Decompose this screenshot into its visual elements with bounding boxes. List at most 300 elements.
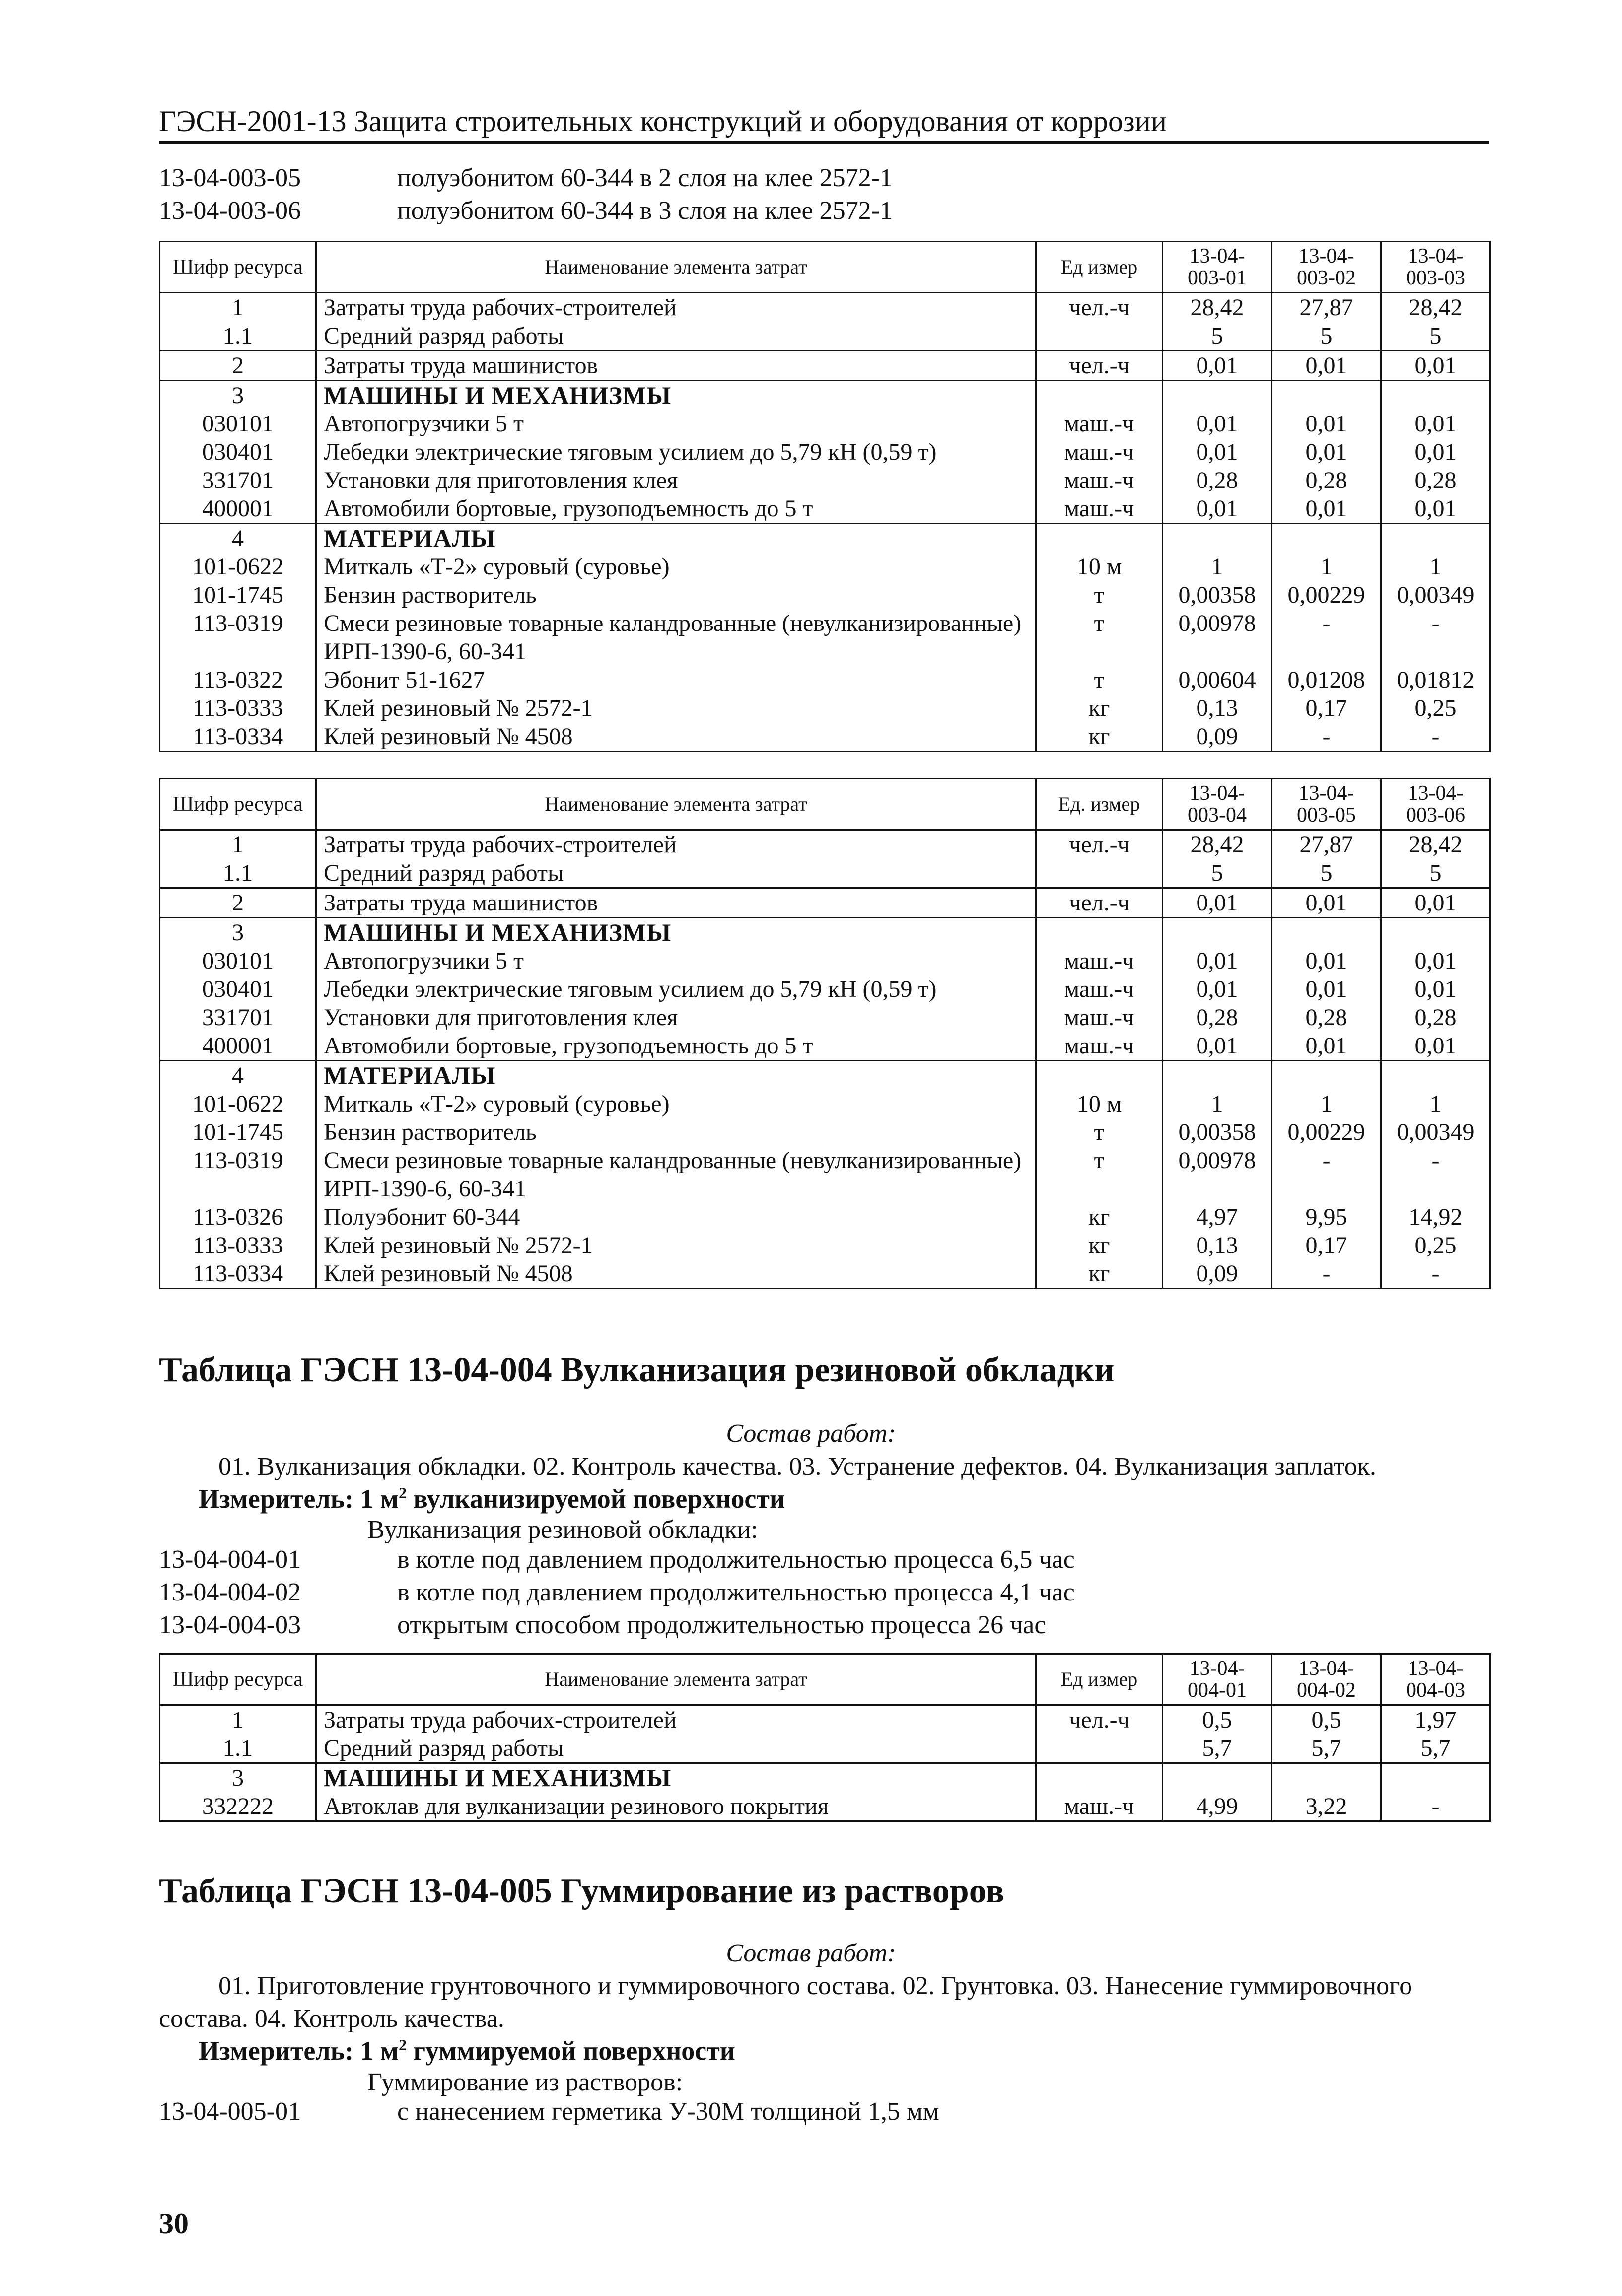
cell-name: Автопогрузчики 5 т [316, 410, 1036, 438]
cell-unit: кг [1036, 1259, 1163, 1289]
cell-v2: 0,28 [1272, 1003, 1381, 1032]
cell-code: 101-0622 [160, 1090, 316, 1118]
header-cell-code: Шифр ресурса [160, 242, 316, 293]
cell-name: Бензин растворитель [316, 1118, 1036, 1146]
cell-name: Клей резиновый № 2572-1 [316, 694, 1036, 722]
cell-v3 [1381, 1061, 1490, 1090]
cell-v2: 27,87 [1272, 830, 1381, 859]
header-cell-c2: 13-04- 003-02 [1272, 242, 1381, 293]
cell-v3: 1 [1381, 553, 1490, 581]
cell-code: 3 [160, 1763, 316, 1793]
cell-unit: чел.-ч [1036, 1705, 1163, 1735]
header-cell-c1: 13-04- 003-01 [1163, 242, 1272, 293]
cell-v1: 0,00604 [1163, 666, 1272, 694]
code-desc: в котле под давлением продолжительностью процесса 4,1 час [397, 1578, 1075, 1606]
cell-v1: 0,5 [1163, 1705, 1272, 1735]
cell-code: 1 [160, 830, 316, 859]
cell-v1: 0,00358 [1163, 1118, 1272, 1146]
cell-v3: 0,01 [1381, 438, 1490, 466]
section-title-13-04-004: Таблица ГЭСН 13-04-004 Вулканизация резиновой обкладки [159, 1351, 1115, 1389]
cell-code: 4 [160, 1061, 316, 1090]
cell-code: 1.1 [160, 859, 316, 888]
cell-v1: 0,01 [1163, 975, 1272, 1003]
cell-v3: - [1381, 1792, 1490, 1821]
cell-unit [1036, 322, 1163, 351]
cell-v1: 28,42 [1163, 293, 1272, 322]
cell-v2: 1 [1272, 553, 1381, 581]
table-row [160, 293, 1490, 322]
table-row [160, 524, 1490, 553]
table-row [160, 637, 1490, 666]
cell-code: 2 [160, 351, 316, 381]
cell-v2: 0,01 [1272, 494, 1381, 524]
cell-v2: 0,00229 [1272, 1118, 1381, 1146]
cell-unit [1036, 1734, 1163, 1763]
meter-sup: 2 [398, 1484, 407, 1502]
cell-name: Средний разряд работы [316, 859, 1036, 888]
sostav-text: 01. Вулканизация обкладки. 02. Контроль качества. 03. Устранение дефектов. 04. Вулканизация заплаток. [218, 1453, 1377, 1481]
cell-v2: 0,5 [1272, 1705, 1381, 1735]
cell-code: 113-0319 [160, 609, 316, 637]
meter-label: Измеритель: [199, 2036, 354, 2066]
cell-v1: 0,01 [1163, 947, 1272, 975]
cell-unit [1036, 859, 1163, 888]
resource-table-1 [159, 241, 1491, 752]
cell-unit: кг [1036, 1231, 1163, 1259]
cell-v1: 28,42 [1163, 830, 1272, 859]
table-row [160, 410, 1490, 438]
cell-v3: 1 [1381, 1090, 1490, 1118]
table-row [160, 609, 1490, 637]
resource-table-3 [159, 1653, 1491, 1822]
cell-code: 113-0319 [160, 1146, 316, 1175]
cell-name: Лебедки электрические тяговым усилием до 5,79 кН (0,59 т) [316, 975, 1036, 1003]
table-row [160, 581, 1490, 609]
cell-v1: 0,13 [1163, 694, 1272, 722]
cell-v3 [1381, 1763, 1490, 1793]
cell-v3: 0,28 [1381, 1003, 1490, 1032]
cell-code [160, 1175, 316, 1203]
cell-v3: 28,42 [1381, 830, 1490, 859]
meter-label: Измеритель: [199, 1484, 354, 1514]
table-row [160, 351, 1490, 381]
cell-v1: 0,00358 [1163, 581, 1272, 609]
cell-unit: маш.-ч [1036, 1003, 1163, 1032]
header-cell-c3: 13-04- 004-03 [1381, 1654, 1490, 1705]
table-row [160, 1003, 1490, 1032]
cell-unit: маш.-ч [1036, 494, 1163, 524]
cell-name: МАТЕРИАЛЫ [316, 1061, 1036, 1090]
cell-v1: 0,09 [1163, 1259, 1272, 1289]
cell-name: Затраты труда рабочих-строителей [316, 1705, 1036, 1735]
cell-unit [1036, 1175, 1163, 1203]
cell-v3: 0,25 [1381, 694, 1490, 722]
cell-unit [1036, 637, 1163, 666]
cell-code: 113-0326 [160, 1203, 316, 1231]
cell-v3: 0,00349 [1381, 1118, 1490, 1146]
code: 13-04-003-05 [159, 163, 301, 192]
cell-v3 [1381, 918, 1490, 947]
cell-v3: 5 [1381, 322, 1490, 351]
page-header: ГЭСН-2001-13 Защита строительных конструкций и оборудования от коррозии [159, 104, 1489, 144]
cell-name: Затраты труда машинистов [316, 888, 1036, 918]
table-row [160, 381, 1490, 410]
cell-v2: 0,01 [1272, 410, 1381, 438]
table-row [160, 722, 1490, 752]
code-line [159, 194, 893, 227]
cell-unit: чел.-ч [1036, 351, 1163, 381]
table-header-row [160, 1654, 1490, 1705]
cell-unit: маш.-ч [1036, 947, 1163, 975]
code: 13-04-004-02 [159, 1578, 301, 1606]
cell-v1: 5,7 [1163, 1734, 1272, 1763]
cell-v3: 0,00349 [1381, 581, 1490, 609]
cell-code: 1.1 [160, 322, 316, 351]
cell-unit: т [1036, 609, 1163, 637]
cell-unit [1036, 1061, 1163, 1090]
cell-v1 [1163, 918, 1272, 947]
cell-v3: 0,01812 [1381, 666, 1490, 694]
cell-code: 1 [160, 293, 316, 322]
cell-name: Клей резиновый № 4508 [316, 1259, 1036, 1289]
cell-v2: 0,17 [1272, 694, 1381, 722]
subtitle: Вулканизация резиновой обкладки: [367, 1516, 758, 1544]
cell-name: ИРП-1390-6, 60-341 [316, 1175, 1036, 1203]
cell-v2 [1272, 918, 1381, 947]
table-row [160, 438, 1490, 466]
table-row [160, 1118, 1490, 1146]
cell-unit: 10 м [1036, 553, 1163, 581]
cell-v2: 0,01 [1272, 351, 1381, 381]
table-row [160, 1259, 1490, 1289]
header-cell-c1: 13-04- 004-01 [1163, 1654, 1272, 1705]
cell-v2 [1272, 1763, 1381, 1793]
code: 13-04-003-06 [159, 196, 301, 225]
cell-v3 [1381, 637, 1490, 666]
section-title-13-04-005: Таблица ГЭСН 13-04-005 Гуммирование из растворов [159, 1872, 1004, 1910]
sostav-text: 01. Приготовление грунтовочного и гуммировочного состава. 02. Грунтовка. 03. Нанесение гуммировочного состава. 04. Контроль качества. [159, 1972, 1412, 2033]
cell-name: Смеси резиновые товарные каландрованные (невулканизированные) [316, 1146, 1036, 1175]
code-line [159, 1543, 1075, 1576]
cell-v3: 0,28 [1381, 466, 1490, 494]
cell-code: 030101 [160, 410, 316, 438]
subtitle: Гуммирование из растворов: [367, 2068, 683, 2096]
cell-v1: 0,28 [1163, 466, 1272, 494]
cell-unit: маш.-ч [1036, 1032, 1163, 1061]
cell-name: Автоклав для вулканизации резинового покрытия [316, 1792, 1036, 1821]
code-desc: в котле под давлением продолжительностью процесса 6,5 час [397, 1545, 1075, 1574]
table-row [160, 947, 1490, 975]
cell-v3: 0,01 [1381, 975, 1490, 1003]
cell-unit [1036, 381, 1163, 410]
cell-v3: 1,97 [1381, 1705, 1490, 1735]
cell-code: 101-1745 [160, 581, 316, 609]
cell-v3 [1381, 1175, 1490, 1203]
cell-code: 331701 [160, 466, 316, 494]
cell-v2: 0,01208 [1272, 666, 1381, 694]
cell-name: Клей резиновый № 4508 [316, 722, 1036, 752]
cell-v1: 0,01 [1163, 1032, 1272, 1061]
meter-value: 1 м [360, 2036, 399, 2066]
cell-v3: 28,42 [1381, 293, 1490, 322]
page-number: 30 [159, 2207, 189, 2240]
cell-v1 [1163, 1763, 1272, 1793]
header-cell-name: Наименование элемента затрат [316, 1654, 1036, 1705]
cell-v3: 0,25 [1381, 1231, 1490, 1259]
cell-name: Миткаль «Т-2» суровый (суровье) [316, 553, 1036, 581]
cell-v1: 0,28 [1163, 1003, 1272, 1032]
cell-name: Лебедки электрические тяговым усилием до 5,79 кН (0,59 т) [316, 438, 1036, 466]
cell-unit: маш.-ч [1036, 466, 1163, 494]
cell-v3: - [1381, 609, 1490, 637]
code-desc: открытым способом продолжительностью процесса 26 час [397, 1610, 1046, 1639]
cell-v3: 5,7 [1381, 1734, 1490, 1763]
cell-v3 [1381, 381, 1490, 410]
table-row [160, 1090, 1490, 1118]
code-desc: полуэбонитом 60-344 в 3 слоя на клее 2572-1 [397, 196, 893, 225]
cell-v1: 0,01 [1163, 888, 1272, 918]
cell-name: Полуэбонит 60-344 [316, 1203, 1036, 1231]
cell-v3: 0,01 [1381, 888, 1490, 918]
cell-v2: 0,01 [1272, 975, 1381, 1003]
cell-v3: 14,92 [1381, 1203, 1490, 1231]
cell-code: 113-0333 [160, 694, 316, 722]
cell-name: Установки для приготовления клея [316, 466, 1036, 494]
cell-name: Затраты труда рабочих-строителей [316, 830, 1036, 859]
cell-v2 [1272, 524, 1381, 553]
cell-v2: - [1272, 722, 1381, 752]
cell-v1 [1163, 381, 1272, 410]
cell-unit: т [1036, 1146, 1163, 1175]
cell-code: 400001 [160, 1032, 316, 1061]
code-line [159, 2095, 939, 2128]
meter-sup: 2 [398, 2036, 407, 2054]
cell-code: 2 [160, 888, 316, 918]
table-row [160, 1734, 1490, 1763]
cell-unit: т [1036, 1118, 1163, 1146]
code-desc: полуэбонитом 60-344 в 2 слоя на клее 2572-1 [397, 163, 893, 192]
cell-name: МАШИНЫ И МЕХАНИЗМЫ [316, 918, 1036, 947]
table-row [160, 1146, 1490, 1175]
code: 13-04-005-01 [159, 2097, 301, 2126]
cell-v3: 0,01 [1381, 947, 1490, 975]
cell-name: Клей резиновый № 2572-1 [316, 1231, 1036, 1259]
cell-unit: т [1036, 666, 1163, 694]
cell-code: 030401 [160, 438, 316, 466]
cell-v3: 5 [1381, 859, 1490, 888]
cell-name: Средний разряд работы [316, 322, 1036, 351]
top-code-list [159, 161, 893, 227]
header-cell-name: Наименование элемента затрат [316, 779, 1036, 830]
cell-v2: 27,87 [1272, 293, 1381, 322]
cell-v1: 0,00978 [1163, 609, 1272, 637]
cell-name: ИРП-1390-6, 60-341 [316, 637, 1036, 666]
cell-v3 [1381, 524, 1490, 553]
table-row [160, 694, 1490, 722]
sostav-label: Состав работ: [726, 1939, 896, 1967]
table-row [160, 975, 1490, 1003]
cell-unit: маш.-ч [1036, 975, 1163, 1003]
table-row [160, 494, 1490, 524]
cell-v2: 0,01 [1272, 947, 1381, 975]
meter-rest: гуммируемой поверхности [406, 2036, 735, 2066]
cell-code [160, 637, 316, 666]
cell-name: Автомобили бортовые, грузоподъемность до 5 т [316, 494, 1036, 524]
cell-v3: - [1381, 722, 1490, 752]
table-row [160, 322, 1490, 351]
cell-unit: чел.-ч [1036, 830, 1163, 859]
cell-unit: маш.-ч [1036, 410, 1163, 438]
cell-name: Затраты труда рабочих-строителей [316, 293, 1036, 322]
cell-v3: 0,01 [1381, 410, 1490, 438]
cell-v2: 0,17 [1272, 1231, 1381, 1259]
table-row [160, 859, 1490, 888]
header-cell-code: Шифр ресурса [160, 779, 316, 830]
table-row [160, 888, 1490, 918]
header-cell-unit: Ед измер [1036, 1654, 1163, 1705]
cell-name: Средний разряд работы [316, 1734, 1036, 1763]
cell-code: 113-0322 [160, 666, 316, 694]
cell-name: Смеси резиновые товарные каландрованные (невулканизированные) [316, 609, 1036, 637]
cell-unit [1036, 1763, 1163, 1793]
table-row [160, 466, 1490, 494]
cell-v1: 0,01 [1163, 438, 1272, 466]
cell-code: 3 [160, 918, 316, 947]
code-line [159, 1576, 1075, 1608]
cell-v2: 1 [1272, 1090, 1381, 1118]
cell-code: 4 [160, 524, 316, 553]
cell-unit: т [1036, 581, 1163, 609]
table-row [160, 553, 1490, 581]
table-row [160, 1231, 1490, 1259]
code-line [159, 1608, 1075, 1641]
cell-code: 113-0334 [160, 722, 316, 752]
cell-code: 101-1745 [160, 1118, 316, 1146]
cell-code: 400001 [160, 494, 316, 524]
table-row [160, 830, 1490, 859]
cell-code: 3 [160, 381, 316, 410]
cell-code: 1.1 [160, 1734, 316, 1763]
cell-v1 [1163, 1175, 1272, 1203]
cell-v1: 4,99 [1163, 1792, 1272, 1821]
cell-name: Затраты труда машинистов [316, 351, 1036, 381]
cell-v1: 5 [1163, 859, 1272, 888]
code-line [159, 161, 893, 194]
cell-v1: 0,01 [1163, 351, 1272, 381]
cell-code: 030401 [160, 975, 316, 1003]
meter-value: 1 м [360, 1484, 399, 1514]
table-row [160, 666, 1490, 694]
cell-name: Эбонит 51-1627 [316, 666, 1036, 694]
cell-v1: 0,01 [1163, 410, 1272, 438]
cell-v1 [1163, 637, 1272, 666]
meter-line [199, 2035, 735, 2066]
table-row [160, 1705, 1490, 1735]
cell-v1 [1163, 1061, 1272, 1090]
cell-v2 [1272, 1061, 1381, 1090]
cell-code: 113-0333 [160, 1231, 316, 1259]
meter-line [199, 1483, 785, 1514]
table-row [160, 1061, 1490, 1090]
table-row [160, 918, 1490, 947]
cell-v3: 0,01 [1381, 351, 1490, 381]
cell-v1: 1 [1163, 1090, 1272, 1118]
cell-v2: 5 [1272, 859, 1381, 888]
section5-code-list [159, 2095, 939, 2128]
header-cell-name: Наименование элемента затрат [316, 242, 1036, 293]
header-cell-unit: Ед. измер [1036, 779, 1163, 830]
cell-name: Бензин растворитель [316, 581, 1036, 609]
header-cell-c3: 13-04- 003-06 [1381, 779, 1490, 830]
cell-v1: 0,00978 [1163, 1146, 1272, 1175]
cell-v1: 5 [1163, 322, 1272, 351]
cell-v3: - [1381, 1146, 1490, 1175]
table-row [160, 1032, 1490, 1061]
cell-code: 1 [160, 1705, 316, 1735]
cell-v2 [1272, 1175, 1381, 1203]
cell-name: МАШИНЫ И МЕХАНИЗМЫ [316, 381, 1036, 410]
cell-v2: 5,7 [1272, 1734, 1381, 1763]
cell-v1: 0,01 [1163, 494, 1272, 524]
cell-v2: 0,01 [1272, 438, 1381, 466]
cell-v2: 0,01 [1272, 888, 1381, 918]
cell-v1: 4,97 [1163, 1203, 1272, 1231]
header-cell-c1: 13-04- 003-04 [1163, 779, 1272, 830]
cell-code: 331701 [160, 1003, 316, 1032]
cell-unit: маш.-ч [1036, 438, 1163, 466]
table-header-row [160, 779, 1490, 830]
cell-v2: 0,01 [1272, 1032, 1381, 1061]
table-row [160, 1203, 1490, 1231]
header-cell-c2: 13-04- 003-05 [1272, 779, 1381, 830]
meter-rest: вулканизируемой поверхности [406, 1484, 785, 1514]
cell-v2: 3,22 [1272, 1792, 1381, 1821]
cell-name: Автопогрузчики 5 т [316, 947, 1036, 975]
cell-v2: 0,28 [1272, 466, 1381, 494]
code: 13-04-004-01 [159, 1545, 301, 1574]
cell-v1 [1163, 524, 1272, 553]
cell-unit: кг [1036, 694, 1163, 722]
code-desc: с нанесением герметика У-30М толщиной 1,5 мм [397, 2097, 939, 2126]
cell-v3: - [1381, 1259, 1490, 1289]
cell-unit [1036, 524, 1163, 553]
cell-v2 [1272, 637, 1381, 666]
cell-v3: 0,01 [1381, 494, 1490, 524]
resource-table-2 [159, 778, 1491, 1289]
cell-code: 113-0334 [160, 1259, 316, 1289]
sostav-label: Состав работ: [726, 1419, 896, 1448]
cell-code: 332222 [160, 1792, 316, 1821]
table-row [160, 1792, 1490, 1821]
cell-v1: 0,09 [1163, 722, 1272, 752]
cell-v2: 5 [1272, 322, 1381, 351]
header-cell-code: Шифр ресурса [160, 1654, 316, 1705]
cell-v2: - [1272, 1146, 1381, 1175]
header-cell-c3: 13-04- 003-03 [1381, 242, 1490, 293]
table-row [160, 1175, 1490, 1203]
cell-v3: 0,01 [1381, 1032, 1490, 1061]
cell-unit: кг [1036, 722, 1163, 752]
cell-name: Автомобили бортовые, грузоподъемность до 5 т [316, 1032, 1036, 1061]
cell-name: МАТЕРИАЛЫ [316, 524, 1036, 553]
header-cell-c2: 13-04- 004-02 [1272, 1654, 1381, 1705]
cell-name: Установки для приготовления клея [316, 1003, 1036, 1032]
cell-unit: чел.-ч [1036, 888, 1163, 918]
section4-code-list [159, 1543, 1075, 1641]
cell-unit: маш.-ч [1036, 1792, 1163, 1821]
cell-v2: - [1272, 1259, 1381, 1289]
header-cell-unit: Ед измер [1036, 242, 1163, 293]
